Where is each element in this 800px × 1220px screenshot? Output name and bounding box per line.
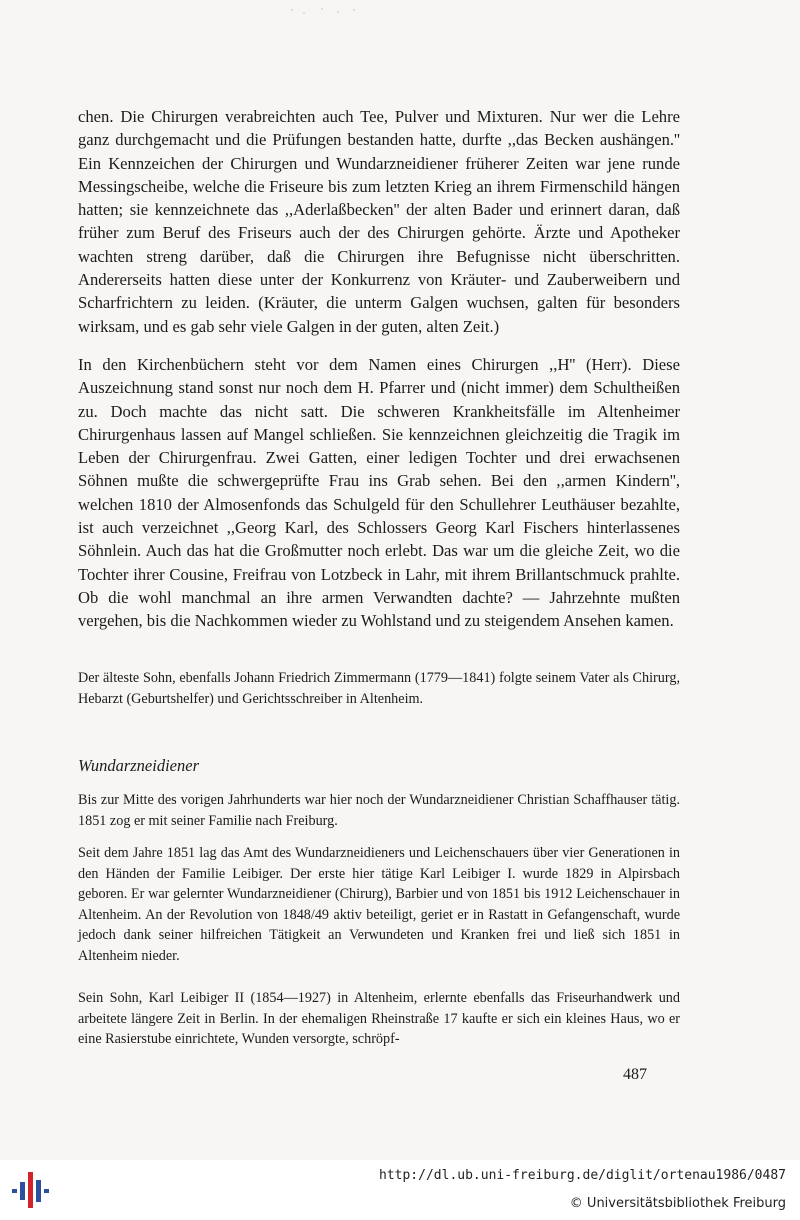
- ub-freiburg-logo-icon: [8, 1170, 52, 1210]
- section-heading: Wundarzneidiener: [78, 756, 199, 775]
- paragraph-4-block: [78, 790, 680, 831]
- paragraph-2-block: [78, 353, 680, 633]
- paragraph-3: Der älteste Sohn, ebenfalls Johann Friedrich Zimmermann (1779—1841) folgte seinem Vater als Chirurg, Hebarzt (Geburtshelfer) und Gerichtsschreiber in Altenheim.: [78, 670, 680, 707]
- scan-smudge-icon: [282, 4, 372, 18]
- paragraph-6-block: [78, 988, 680, 1050]
- viewer-footer: [0, 1160, 800, 1220]
- copyright-notice: © Universitätsbibliothek Freiburg: [569, 1196, 786, 1211]
- permalink-url[interactable]: http://dl.ub.uni-freiburg.de/diglit/ortenau1986/0487: [379, 1168, 786, 1183]
- paragraph-2: In den Kirchenbüchern steht vor dem Namen eines Chirurgen ,,H'' (Herr). Diese Auszeichnung stand sonst nur noch dem H. Pfarrer und (nicht immer) dem Schultheißen zu. Doch machte das nicht satt. Die schweren Krankheitsfälle im Altenheimer Chirurgenhaus lassen auf Mangel schließen. Sie kennzeichnen gleichzeitig die Tragik im Leben der Chirurgenfrau. Zwei Gatten, einer ledigen Tochter und drei erwachsenen Söhnen mußte die schwergeprüfte Frau ins Grab sehen. Bei den ,,armen Kindern'', welchen 1810 der Almosenfonds das Schulgeld für den Schullehrer Leuthäuser bezahlte, ist auch verzeichnet ,,Georg Karl, des Schlossers Georg Karl Fischers hinterlassenes Söhnlein. Auch das hat die Großmutter noch erlebt. Das war um die gleiche Zeit, wo die Tochter ihrer Cousine, Freifrau von Lotzbeck in Lahr, mit ihrem Brillantschmuck prahlte. Ob die wohl manchmal an ihre armen Verwandten dachte? — Jahrzehnte mußten vergehen, bis die Nachkommen wieder zu Wohlstand und zu steigendem Ansehen kamen.: [78, 355, 680, 631]
- paragraph-4: Bis zur Mitte des vorigen Jahrhunderts war hier noch der Wundarzneidiener Christian Schaffhauser tätig. 1851 zog er mit seiner Familie nach Freiburg.: [78, 792, 680, 829]
- paragraph-5: Seit dem Jahre 1851 lag das Amt des Wundarzneidieners und Leichenschauers über vier Generationen in den Händen der Familie Leibiger. Der erste hier tätige Karl Leibiger I. wurde 1829 in Alpirsbach geboren. Er war gelernter Wundarzneidiener (Chirurg), Barbier und von 1851 bis 1912 Leichenschauer in Altenheim. An der Revolution von 1848/49 aktiv beteiligt, geriet er in Rastatt in Gefangenschaft, wurde jedoch dank seiner hilfreichen Tätigkeit an Verwundeten und Kranken frei und ließ sich 1851 in Altenheim nieder.: [78, 845, 680, 964]
- paragraph-1: chen. Die Chirurgen verabreichten auch Tee, Pulver und Mixturen. Nur wer die Lehre ganz durchgemacht und die Prüfungen bestanden hatte, durfte ,,das Becken aushängen.'' Ein Kennzeichen der Chirurgen und Wundarzneidiener früherer Zeiten war jene runde Messingscheibe, welche die Friseure bis zum letzten Krieg an ihrem Firmenschild hängen hatten; sie kennzeichnete das ,,Aderlaßbecken'' der alten Bader und erinnert daran, daß früher zum Beruf des Friseurs auch der des Chirurgen gehörte. Ärzte und Apotheker wachten streng darüber, daß die Chirurgen ihre Befugnisse nicht überschritten. Andererseits hatten diese unter der Konkurrenz von Kräuter- und Zauberweibern und Scharfrichtern zu leiden. (Kräuter, die unterm Galgen wuchsen, galten für besonders wirksam, und es gab sehr viele Galgen in der guten, alten Zeit.): [78, 107, 680, 336]
- paragraph-1-block: [78, 105, 680, 338]
- paragraph-6: Sein Sohn, Karl Leibiger II (1854—1927) in Altenheim, erlernte ebenfalls das Friseurhandwerk und arbeitete längere Zeit in Berlin. In der ehemaligen Rheinstraße 17 kaufte er sich ein kleines Haus, wo er eine Rasierstube einrichtete, Wunden versorgte, schröpf-: [78, 990, 680, 1048]
- page-number: 487: [623, 1066, 647, 1083]
- paragraph-3-block: [78, 668, 680, 709]
- paragraph-5-block: [78, 843, 680, 967]
